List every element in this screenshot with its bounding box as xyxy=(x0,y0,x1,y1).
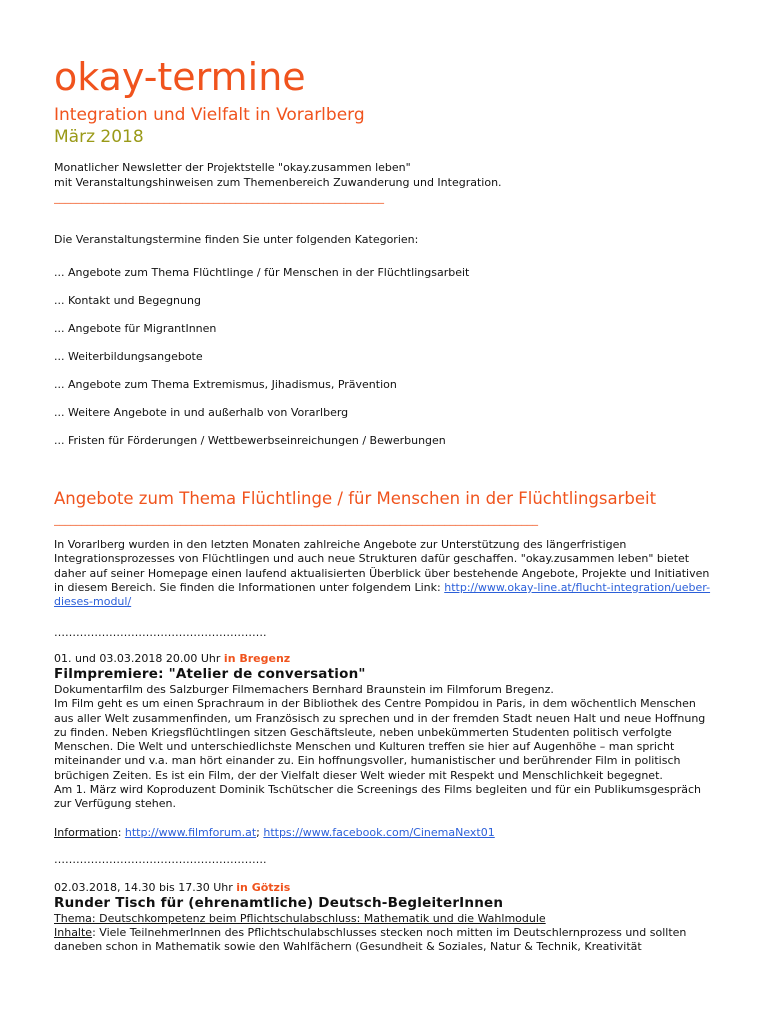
category-item: ... Weiterbildungsangebote xyxy=(54,350,203,363)
link-separator: ; xyxy=(256,826,264,839)
categories-intro: Die Veranstaltungstermine finden Sie unter folgenden Kategorien: xyxy=(54,233,419,246)
section-rule: ________________________________________________________________________________________ xyxy=(54,514,538,526)
category-item: ... Fristen für Förderungen / Wettbewerbseinreichungen / Bewerbungen xyxy=(54,434,446,447)
separator-dots: …………………………………………………. xyxy=(54,853,267,866)
event-date: 02.03.2018, 14.30 bis 17.30 Uhr xyxy=(54,881,237,894)
event-content xyxy=(54,926,714,955)
event-date-line xyxy=(54,651,290,666)
section-heading: Angebote zum Thema Flüchtlinge / für Menschen in der Flüchtlingsarbeit xyxy=(54,489,657,508)
section-intro-text: In Vorarlberg wurden in den letzten Monaten zahlreiche Angebote zur Unterstützung des längerfristigen Integrationsprozesses von Flüchtlingen und auch neue Strukturen dafür geschaffen. "okay.zusammen leben" bietet daher auf seiner Homepage einen laufend aktualisierten Überblick über bestehende Angebote, Projekte und Initiativen in diesem Bereich. Sie finden die Informationen unter folgendem Link: xyxy=(54,538,710,594)
event-date: 01. und 03.03.2018 20.00 Uhr xyxy=(54,652,224,665)
newsletter-month: März 2018 xyxy=(54,127,144,147)
content-label: Inhalte xyxy=(54,926,93,939)
intro-line-1: Monatlicher Newsletter der Projektstelle "okay.zusammen leben" xyxy=(54,161,411,174)
newsletter-subtitle: Integration und Vielfalt in Vorarlberg xyxy=(54,105,365,125)
category-item: ... Angebote für MigrantInnen xyxy=(54,322,217,335)
header-rule: ____________________________________________________________ xyxy=(54,192,384,204)
facebook-cinemanext-link[interactable]: https://www.facebook.com/CinemaNext01 xyxy=(263,826,495,839)
event-title: Filmpremiere: "Atelier de conversation" xyxy=(54,666,366,682)
event-date-line xyxy=(54,880,290,895)
flucht-integration-link[interactable]: http://www.okay-line.at/flucht-integration/ueber-dieses-modul/ xyxy=(54,580,711,609)
category-item: ... Angebote zum Thema Flüchtlinge / für Menschen in der Flüchtlingsarbeit xyxy=(54,266,470,279)
event-description: Dokumentarfilm des Salzburger Filmemachers Bernhard Braunstein im Filmforum Bregenz. Im Film geht es um einen Sprachraum in der Bibliothek des Centre Pompidou in Paris, in dem wöchentlich Menschen aus aller Welt zusammenfinden, um Französisch zu sprechen und in der fremden Stadt neuen Halt und neue Hoffnung zu finden. Neben Kriegsflüchtlingen sitzen Geschäftsleute, neben unbekümmerten Studenten politisch verfolgte Menschen. Die Welt und unterschiedlichste Menschen und Kulturen treffen sie hier auf Augenhöhe – man spricht miteinander und v.a. man hört einander zu. Ein hoffnungsvoller, humanistischer und berührender Film in politisch brüchigen Zeiten. Es ist ein Film, der der Vielfalt dieser Welt wieder mit Respekt und Menschlichkeit begegnet. Am 1. März wird Koproduzent Dominik Tschütscher die Screenings des Films begleiten und für ein Publikumsgespräch zur Verfügung stehen. xyxy=(54,683,706,811)
category-item: ... Angebote zum Thema Extremismus, Jihadismus, Prävention xyxy=(54,378,397,391)
category-item: ... Weitere Angebote in und außerhalb von Vorarlberg xyxy=(54,406,349,419)
information-label: Information xyxy=(54,826,118,839)
category-item: ... Kontakt und Begegnung xyxy=(54,294,201,307)
separator-dots: …………………………………………………. xyxy=(54,626,267,639)
event-theme: Thema: Deutschkompetenz beim Pflichtschulabschluss: Mathematik und die Wahlmodule xyxy=(54,912,546,925)
event-location: in Götzis xyxy=(236,881,291,894)
event-information-line xyxy=(54,825,495,840)
information-separator: : xyxy=(117,826,125,839)
event-location: in Bregenz xyxy=(223,652,291,665)
intro-line-2: mit Veranstaltungshinweisen zum Themenbereich Zuwanderung und Integration. xyxy=(54,176,502,189)
event-title: Runder Tisch für (ehrenamtliche) Deutsch-BegleiterInnen xyxy=(54,895,504,911)
section-intro xyxy=(54,538,714,609)
filmforum-link[interactable]: http://www.filmforum.at xyxy=(124,826,257,839)
newsletter-title: okay-termine xyxy=(54,55,306,99)
content-text: : Viele TeilnehmerInnen des Pflichtschulabschlusses stecken noch mitten im Deutschlernprozess und sollten daneben schon in Mathematik sowie den Wahlfächern (Gesundheit & Soziales, Natur & Technik, Kreativität xyxy=(54,926,687,954)
